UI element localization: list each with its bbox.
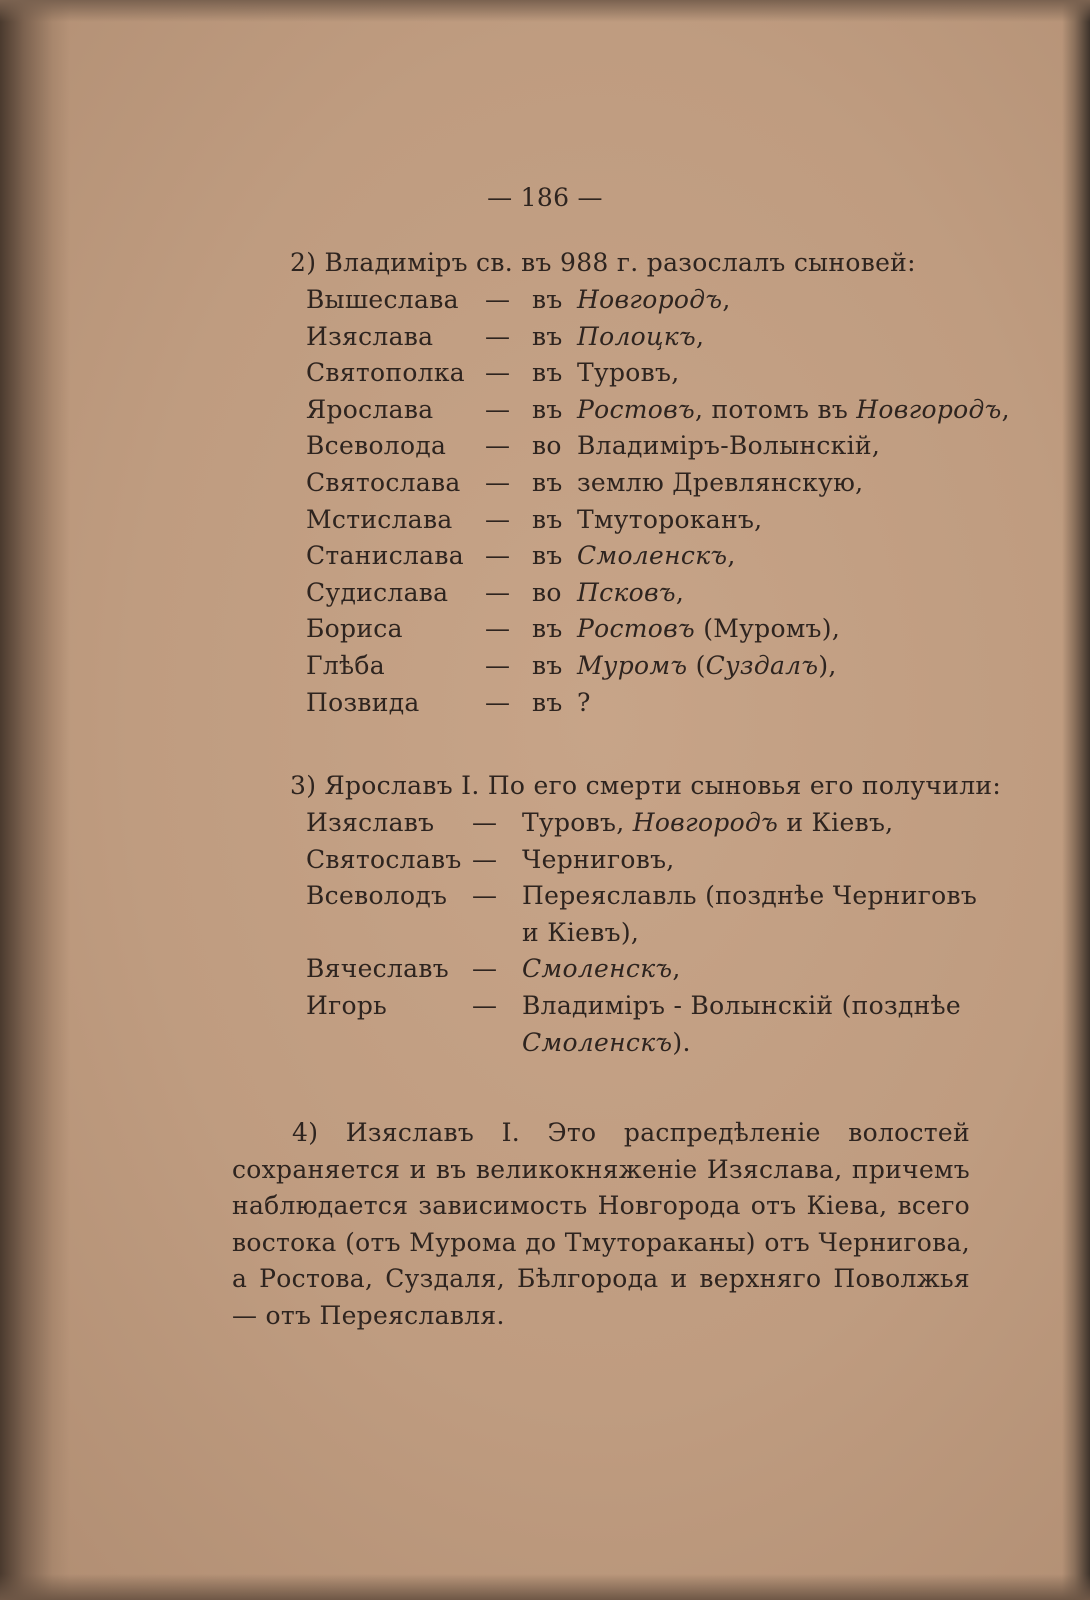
destination: [577, 428, 880, 464]
destination: [577, 538, 736, 574]
em-dash: —: [472, 954, 498, 984]
recipient-name: Святослава: [306, 468, 461, 497]
recipient-name: Вячеславъ: [306, 954, 449, 984]
preposition: въ: [532, 687, 563, 717]
preposition: въ: [532, 614, 563, 644]
text-segment: и Кіевъ,: [778, 808, 894, 837]
destination: [577, 685, 591, 721]
text-segment: , потомъ въ: [694, 394, 857, 424]
text-segment: ,: [1001, 394, 1010, 424]
section-3-heading: 3) Ярославъ I. По его смерти сыновья его получили:: [290, 771, 1002, 800]
text-segment: Владиміръ - Волынскій (позднѣе: [522, 991, 962, 1020]
preposition: въ: [532, 468, 563, 497]
recipient-name: Вышеслава: [306, 285, 459, 314]
preposition: во: [532, 431, 562, 461]
list-row: [0, 842, 1090, 878]
list-row: [0, 1025, 1090, 1061]
text-segment: Переяславль (позднѣе Черниговъ: [522, 881, 978, 911]
em-dash: —: [485, 431, 511, 461]
text-segment: Черниговъ,: [522, 844, 675, 874]
destination: [577, 282, 731, 318]
text-segment: ,: [727, 541, 736, 571]
list-row: [0, 951, 1090, 987]
em-dash: —: [485, 358, 511, 388]
destination: [577, 575, 684, 611]
preposition: въ: [532, 651, 563, 680]
list-row: [0, 355, 1090, 391]
recipient-name: Станислава: [306, 541, 464, 571]
place-name-italic: Полоцкъ: [577, 321, 696, 351]
text-segment: и Кіевъ),: [522, 917, 640, 947]
text-segment: ,: [695, 321, 705, 351]
list-row: [0, 685, 1090, 721]
page-edge-right: [1062, 0, 1090, 1600]
text-segment: Тмутороканъ,: [577, 504, 763, 534]
recipient-name: Судислава: [306, 577, 449, 607]
place-name-italic: Муромъ: [577, 651, 688, 680]
em-dash: —: [472, 808, 498, 837]
em-dash: —: [485, 577, 511, 607]
text-segment: ,: [672, 954, 681, 984]
place-name-italic: Смоленскъ: [522, 1027, 673, 1057]
em-dash: —: [472, 844, 498, 874]
preposition: въ: [532, 504, 563, 534]
destination: [522, 805, 893, 841]
destination: [522, 988, 961, 1024]
place-name-italic: Смоленскъ: [522, 954, 673, 984]
recipient-name: Мстислава: [306, 504, 453, 534]
section-4-paragraph: 4) Изяславъ I. Это распредѣленіе волостей сохраняется и въ великокняженіе Изяслава, причемъ наблюдается зависимость Новгорода отъ Кіева, всего востока (отъ Мурома до Тмутораканы) отъ Чернигова, а Ростова, Суздаля, Бѣлгорода и верхняго Поволжья — отъ Переяславля.: [232, 1118, 970, 1330]
recipient-name: Бориса: [306, 614, 403, 644]
destination: [577, 465, 863, 501]
destination: [522, 915, 639, 951]
preposition: въ: [532, 358, 563, 388]
em-dash: —: [485, 651, 511, 680]
text-segment: ),: [818, 651, 837, 680]
text-segment: Туровъ,: [577, 358, 680, 388]
place-name-italic: Новгородъ: [632, 808, 779, 837]
recipient-name: Позвида: [306, 687, 420, 717]
place-name-italic: Ростовъ: [577, 614, 695, 644]
text-segment: ,: [722, 285, 731, 314]
list-row: [0, 538, 1090, 574]
recipient-name: Ярослава: [306, 394, 434, 424]
text-segment: (Муромъ),: [694, 614, 841, 644]
preposition: во: [532, 577, 562, 607]
text-segment: Туровъ,: [522, 808, 633, 837]
list-row: [0, 988, 1090, 1024]
preposition: въ: [532, 394, 563, 424]
em-dash: —: [485, 468, 511, 497]
recipient-name: Всеволодъ: [306, 881, 448, 911]
list-row: [0, 428, 1090, 464]
recipient-name: Изяславъ: [306, 808, 435, 837]
destination: [522, 1025, 691, 1061]
list-row: [0, 611, 1090, 647]
em-dash: —: [485, 394, 511, 424]
recipient-name: Всеволода: [306, 431, 447, 461]
list-row: [0, 392, 1090, 428]
place-name-italic: Новгородъ: [856, 394, 1002, 424]
list-row: [0, 502, 1090, 538]
text-segment: ,: [675, 577, 685, 607]
em-dash: —: [472, 881, 498, 911]
page-number: — 186 —: [487, 183, 603, 212]
page-edge-bottom: [0, 1574, 1090, 1600]
text-segment: землю Древлянскую,: [577, 468, 864, 497]
destination: [577, 611, 840, 647]
list-row: [0, 915, 1090, 951]
place-name-italic: Новгородъ: [577, 285, 723, 314]
list-row: [0, 878, 1090, 914]
em-dash: —: [472, 991, 498, 1020]
em-dash: —: [485, 504, 511, 534]
destination: [577, 319, 704, 355]
place-name-italic: Ростовъ: [577, 394, 695, 424]
preposition: въ: [532, 321, 563, 351]
place-name-italic: Суздалъ: [705, 651, 819, 680]
place-name-italic: Псковъ: [577, 577, 676, 607]
destination: [577, 355, 679, 391]
destination: [522, 878, 977, 914]
destination: [577, 502, 762, 538]
list-row: [0, 282, 1090, 318]
em-dash: —: [485, 541, 511, 571]
page-edge-top: [0, 0, 1090, 22]
preposition: въ: [532, 285, 563, 314]
list-row: [0, 319, 1090, 355]
list-row: [0, 465, 1090, 501]
em-dash: —: [485, 614, 511, 644]
em-dash: —: [485, 285, 511, 314]
destination: [522, 951, 681, 987]
destination: [577, 392, 1010, 428]
book-spine-shadow: [0, 0, 70, 1600]
section-2-heading: 2) Владиміръ св. въ 988 г. разослалъ сыновей:: [290, 248, 916, 277]
destination: [577, 648, 837, 684]
recipient-name: Святославъ: [306, 844, 462, 874]
recipient-name: Святополка: [306, 358, 465, 388]
em-dash: —: [485, 687, 511, 717]
list-row: [0, 648, 1090, 684]
text-segment: ).: [672, 1027, 691, 1057]
list-row: [0, 805, 1090, 841]
list-row: [0, 575, 1090, 611]
destination: [522, 842, 675, 878]
text-segment: Владиміръ-Волынскій,: [577, 431, 881, 461]
preposition: въ: [532, 541, 563, 571]
recipient-name: Изяслава: [306, 321, 434, 351]
place-name-italic: Смоленскъ: [577, 541, 728, 571]
recipient-name: Игорь: [306, 991, 388, 1020]
text-segment: (: [687, 651, 706, 680]
em-dash: —: [485, 321, 511, 351]
recipient-name: Глѣба: [306, 651, 385, 680]
text-segment: ?: [577, 687, 591, 717]
